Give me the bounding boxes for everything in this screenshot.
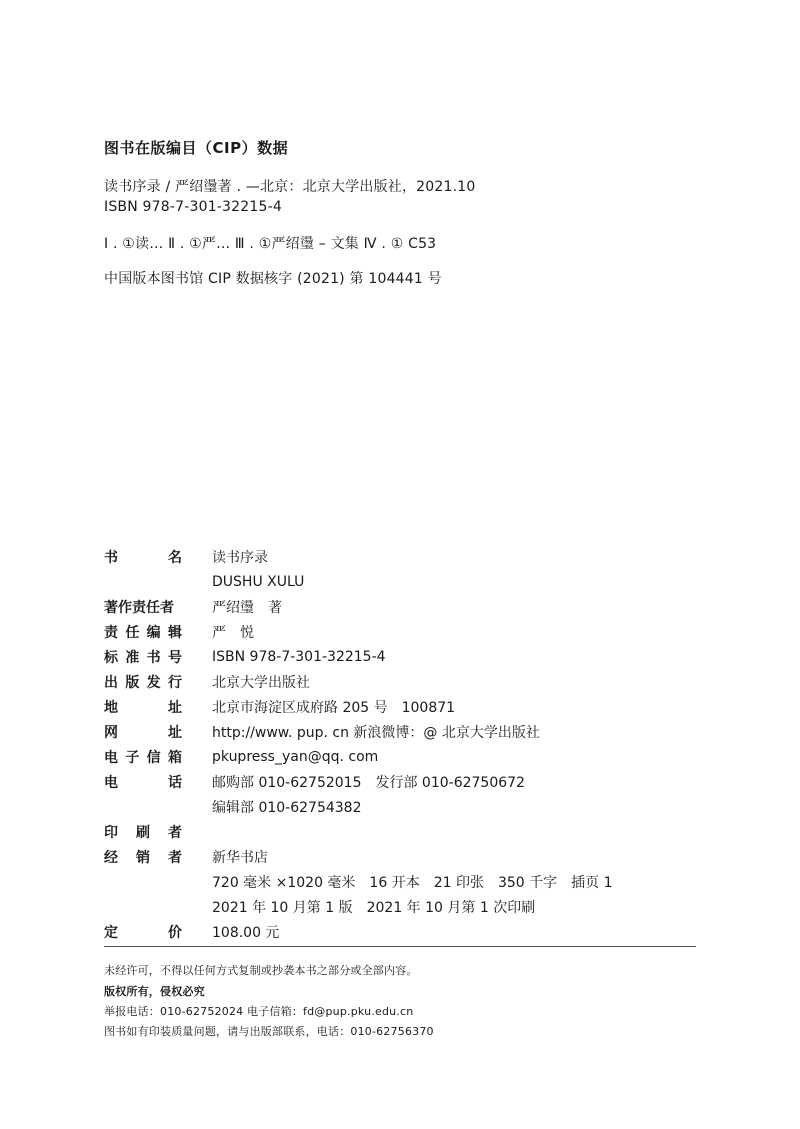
detail-label: [104, 622, 182, 642]
detail-label-char: 责: [104, 624, 118, 641]
detail-label-char: 者: [168, 824, 182, 841]
detail-row: [104, 819, 704, 844]
detail-row: [104, 669, 704, 694]
detail-label-char: 名: [168, 549, 182, 566]
report-contact: 举报电话：010-62752024 电子信箱：fd@pup.pku.edu.cn: [104, 1005, 414, 1018]
detail-label-char: 销: [136, 849, 150, 866]
detail-label-char: 电: [104, 749, 118, 766]
detail-label: [104, 722, 182, 742]
detail-label-char: 电: [104, 774, 118, 791]
detail-value: 邮购部 010-62752015 发行部 010-62750672: [212, 774, 525, 791]
detail-row: [104, 844, 704, 869]
detail-label: [104, 647, 182, 667]
book-details-table: [104, 544, 704, 944]
detail-value: 读书序录: [212, 549, 268, 566]
detail-row: [104, 719, 704, 744]
detail-row: [104, 619, 704, 644]
detail-label-char: 网: [104, 724, 118, 741]
detail-value: http://www. pup. cn 新浪微博：@ 北京大学出版社: [212, 724, 540, 741]
detail-label-char: 信: [146, 749, 161, 766]
detail-label-char: 出: [104, 674, 118, 691]
detail-label: [104, 547, 182, 567]
cip-title: 图书在版编目（CIP）数据: [104, 139, 289, 157]
detail-label-char: 印: [104, 824, 118, 841]
detail-label-char: 号: [167, 649, 182, 666]
detail-label-char: 行: [167, 674, 182, 691]
detail-value: DUSHU XULU: [212, 573, 305, 590]
detail-label: [104, 922, 182, 942]
detail-row: [104, 594, 704, 619]
detail-value: 720 毫米 ×1020 毫米 16 开本 21 印张 350 千字 插页 1: [212, 874, 613, 891]
detail-row: [104, 769, 704, 794]
detail-value: 北京大学出版社: [212, 674, 310, 691]
detail-label-char: 辑: [167, 624, 182, 641]
cip-record-number-line: 中国版本图书馆 CIP 数据核字 (2021) 第 104441 号: [104, 271, 442, 287]
detail-value: pkupress_yan@qq. com: [212, 748, 379, 765]
detail-row: [104, 544, 704, 569]
detail-value: 严绍璗 著: [212, 599, 282, 616]
detail-value: 严 悦: [212, 624, 254, 641]
detail-label-char: 编: [146, 624, 161, 641]
detail-row: [104, 794, 704, 819]
detail-label-char: 任: [125, 624, 140, 641]
detail-label-char: 址: [168, 724, 182, 741]
detail-row: [104, 919, 704, 944]
detail-label-char: 书: [146, 649, 161, 666]
detail-value: 北京市海淀区成府路 205 号 100871: [212, 699, 456, 716]
detail-label-char: 箱: [167, 749, 182, 766]
detail-label-char: 经: [104, 849, 118, 866]
detail-row: [104, 644, 704, 669]
detail-value: 新华书店: [212, 849, 268, 866]
detail-label-char: 准: [125, 649, 140, 666]
detail-row: [104, 869, 704, 894]
cip-isbn-line: ISBN 978-7-301-32215-4: [104, 199, 282, 215]
detail-label: [104, 672, 182, 692]
detail-label-char: 子: [125, 749, 140, 766]
detail-label: [104, 847, 182, 867]
detail-label-char: 者: [168, 849, 182, 866]
detail-label-char: 址: [168, 699, 182, 716]
detail-label: [104, 597, 182, 617]
detail-label-char: 标: [104, 649, 118, 666]
detail-value: 2021 年 10 月第 1 版 2021 年 10 月第 1 次印刷: [212, 899, 536, 916]
detail-label-char: 发: [146, 674, 161, 691]
detail-label-char: 刷: [136, 824, 150, 841]
detail-label: [104, 747, 182, 767]
detail-label-char: 版: [125, 674, 140, 691]
detail-label-char: 定: [104, 924, 118, 941]
cip-bibliographic-line: 读书序录 / 严绍璗著 . —北京：北京大学出版社，2021.10: [104, 179, 476, 195]
detail-label-char: 著作责任者: [104, 599, 174, 616]
detail-row: [104, 694, 704, 719]
quality-contact: 图书如有印装质量问题，请与出版部联系，电话：010-62756370: [104, 1025, 434, 1038]
detail-row: [104, 894, 704, 919]
cip-classification-line: Ⅰ . ①读… Ⅱ . ①严… Ⅲ . ①严绍璗 – 文集 Ⅳ . ① C53: [104, 236, 437, 252]
detail-row: [104, 569, 704, 594]
detail-value: 108.00 元: [212, 924, 280, 941]
detail-row: [104, 744, 704, 769]
copying-notice: 未经许可，不得以任何方式复制或抄袭本书之部分或全部内容。: [104, 964, 418, 977]
detail-label: [104, 697, 182, 717]
detail-label-char: 价: [168, 924, 182, 941]
detail-value: 编辑部 010-62754382: [212, 799, 362, 816]
footer-divider: [104, 946, 696, 947]
rights-notice: 版权所有，侵权必究: [104, 985, 205, 998]
detail-value: ISBN 978-7-301-32215-4: [212, 648, 386, 665]
detail-label: [104, 822, 182, 842]
detail-label: [104, 772, 182, 792]
detail-label-char: 书: [104, 549, 118, 566]
detail-label-char: 地: [104, 699, 118, 716]
detail-label-char: 话: [168, 774, 182, 791]
